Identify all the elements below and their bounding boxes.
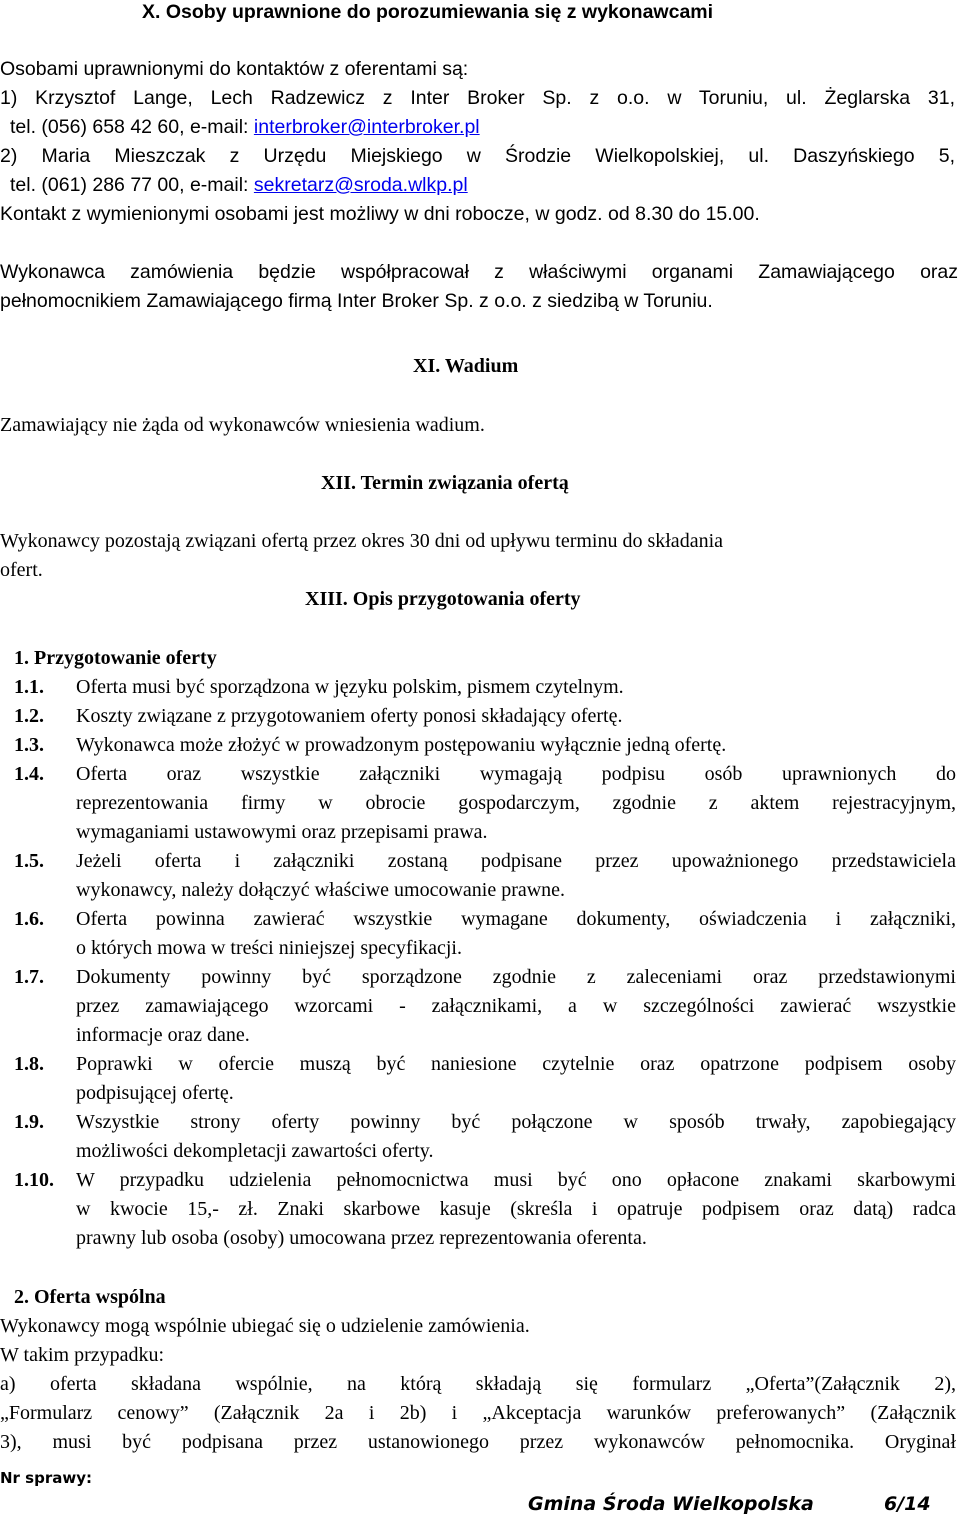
item-text-line	[76, 1110, 956, 1134]
item-text: reprezentowania firmy w obrocie gospodarczym, zgodnie z aktem rejestracyjnym,	[76, 792, 956, 814]
item-text-line	[76, 907, 956, 931]
page-number: 6/14	[884, 1493, 931, 1515]
item-text: Oferta oraz wszystkie załączniki wymagają podpisu osób uprawnionych do	[76, 763, 956, 785]
paragraph-line: Wykonawca zamówienia będzie współpracował z właściwymi organami Zamawiającego oraz	[0, 261, 958, 283]
paragraph	[0, 1372, 956, 1396]
item-number: 1.8.	[14, 1053, 44, 1075]
section-title: X. Osoby uprawnione do porozumiewania się z wykonawcami	[142, 1, 714, 23]
paragraph: ofert.	[0, 559, 43, 581]
item-text: Dokumenty powinny być sporządzone zgodnie z zaleceniami oraz przedstawionymi	[76, 966, 956, 988]
item-text: W przypadku udzielenia pełnomocnictwa musi być ono opłacone znakami skarbowymi	[76, 1169, 956, 1191]
item-text: Poprawki w ofercie muszą być naniesione czytelnie oraz opatrzone podpisem osoby	[76, 1053, 956, 1075]
item-text-line	[76, 994, 956, 1018]
item-text: Oferta powinna zawierać wszystkie wymagane dokumenty, oświadczenia i załączniki,	[76, 908, 956, 930]
item-text-line: Koszty związane z przygotowaniem oferty ponosi składający ofertę.	[76, 705, 623, 727]
item-text-line	[76, 791, 956, 815]
item-text-line	[76, 965, 956, 989]
section-title: XII. Termin związania ofertą	[321, 472, 569, 494]
item-number: 1.10.	[14, 1169, 54, 1191]
paragraph: Wykonawcy pozostają związani ofertą przez okres 30 dni od upływu terminu do składania	[0, 530, 723, 552]
item-number: 1.7.	[14, 966, 44, 988]
item-text-line	[76, 849, 956, 873]
item-number: 1.2.	[14, 705, 44, 727]
contact-person-2-phone	[10, 173, 468, 197]
item-text-line	[76, 762, 956, 786]
paragraph	[0, 1430, 956, 1454]
item-text-line: informacje oraz dane.	[76, 1024, 250, 1046]
contact-person-1-phone	[10, 115, 480, 139]
paragraph	[0, 1401, 956, 1425]
paragraph-line: „Formularz cenowy” (Załącznik 2a i 2b) i „Akceptacja warunków preferowanych” (Załącznik	[0, 1402, 956, 1424]
municipality-name: Gmina Środa Wielkopolska	[528, 1493, 814, 1515]
contact-person-2	[0, 144, 955, 168]
item-text: Wszystkie strony oferty powinny być połączone w sposób trwały, zapobiegający	[76, 1111, 956, 1133]
subsection-heading: 1. Przygotowanie oferty	[14, 647, 217, 669]
item-number: 1.3.	[14, 734, 44, 756]
item-text: przez zamawiającego wzorcami - załącznikami, a w szczególności zawierać wszystkie	[76, 995, 956, 1017]
paragraph: Kontakt z wymienionymi osobami jest możliwy w dni robocze, w godz. od 8.30 do 15.00.	[0, 203, 760, 225]
item-text: w kwocie 15,- zł. Znaki skarbowe kasuje (skreśla i opatruje podpisem oraz datą) radca	[76, 1198, 956, 1220]
section-title: XIII. Opis przygotowania oferty	[305, 588, 581, 610]
phone-text: tel. (061) 286 77 00, e-mail:	[10, 174, 254, 196]
item-number: 1.1.	[14, 676, 44, 698]
subsection-heading: 2. Oferta wspólna	[14, 1286, 166, 1308]
item-number: 1.4.	[14, 763, 44, 785]
item-text-line: Oferta musi być sporządzona w języku polskim, pismem czytelnym.	[76, 676, 624, 698]
item-number: 1.9.	[14, 1111, 44, 1133]
item-text-line	[76, 1197, 956, 1221]
contact-person-1	[0, 86, 955, 110]
paragraph: Osobami uprawnionymi do kontaktów z oferentami są:	[0, 58, 469, 80]
paragraph	[0, 260, 958, 284]
item-text-line: prawny lub osoba (osoby) umocowana przez reprezentowania oferenta.	[76, 1227, 647, 1249]
paragraph: Wykonawcy mogą wspólnie ubiegać się o udzielenie zamówienia.	[0, 1315, 530, 1337]
contact-person-1-line: 1) Krzysztof Lange, Lech Radzewicz z Inter Broker Sp. z o.o. w Toruniu, ul. Żeglarska 31,	[0, 87, 955, 109]
item-number: 1.5.	[14, 850, 44, 872]
item-text-line: o których mowa w treści niniejszej specyfikacji.	[76, 937, 462, 959]
item-text-line: możliwości dekompletacji zawartości oferty.	[76, 1140, 434, 1162]
case-number-label: Nr sprawy:	[0, 1469, 92, 1487]
item-text-line: wymaganiami ustawowymi oraz przepisami prawa.	[76, 821, 488, 843]
item-text-line	[76, 1168, 956, 1192]
email-link[interactable]: sekretarz@sroda.wlkp.pl	[253, 174, 468, 196]
email-link[interactable]: interbroker@interbroker.pl	[253, 116, 480, 138]
item-text-line: podpisującej ofertę.	[76, 1082, 234, 1104]
paragraph: W takim przypadku:	[0, 1344, 165, 1366]
item-text: Jeżeli oferta i załączniki zostaną podpisane przez upoważnionego przedstawiciela	[76, 850, 956, 872]
item-number: 1.6.	[14, 908, 44, 930]
item-text-line: wykonawcy, należy dołączyć właściwe umocowanie prawne.	[76, 879, 566, 901]
item-text-line	[76, 1052, 956, 1076]
paragraph: pełnomocnikiem Zamawiającego firmą Inter Broker Sp. z o.o. z siedzibą w Toruniu.	[0, 290, 713, 312]
contact-person-2-line: 2) Maria Mieszczak z Urzędu Miejskiego w Środzie Wielkopolskiej, ul. Daszyńskiego 5,	[0, 145, 955, 167]
paragraph-line: 3), musi być podpisana przez ustanowionego przez wykonawców pełnomocnika. Oryginał	[0, 1431, 956, 1453]
item-text-line: Wykonawca może złożyć w prowadzonym postępowaniu wyłącznie jedną ofertę.	[76, 734, 727, 756]
section-title: XI. Wadium	[413, 355, 519, 377]
paragraph: Zamawiający nie żąda od wykonawców wniesienia wadium.	[0, 414, 485, 436]
phone-text: tel. (056) 658 42 60, e-mail:	[10, 116, 254, 138]
paragraph-line: a) oferta składana wspólnie, na którą składają się formularz „Oferta”(Załącznik 2),	[0, 1373, 956, 1395]
